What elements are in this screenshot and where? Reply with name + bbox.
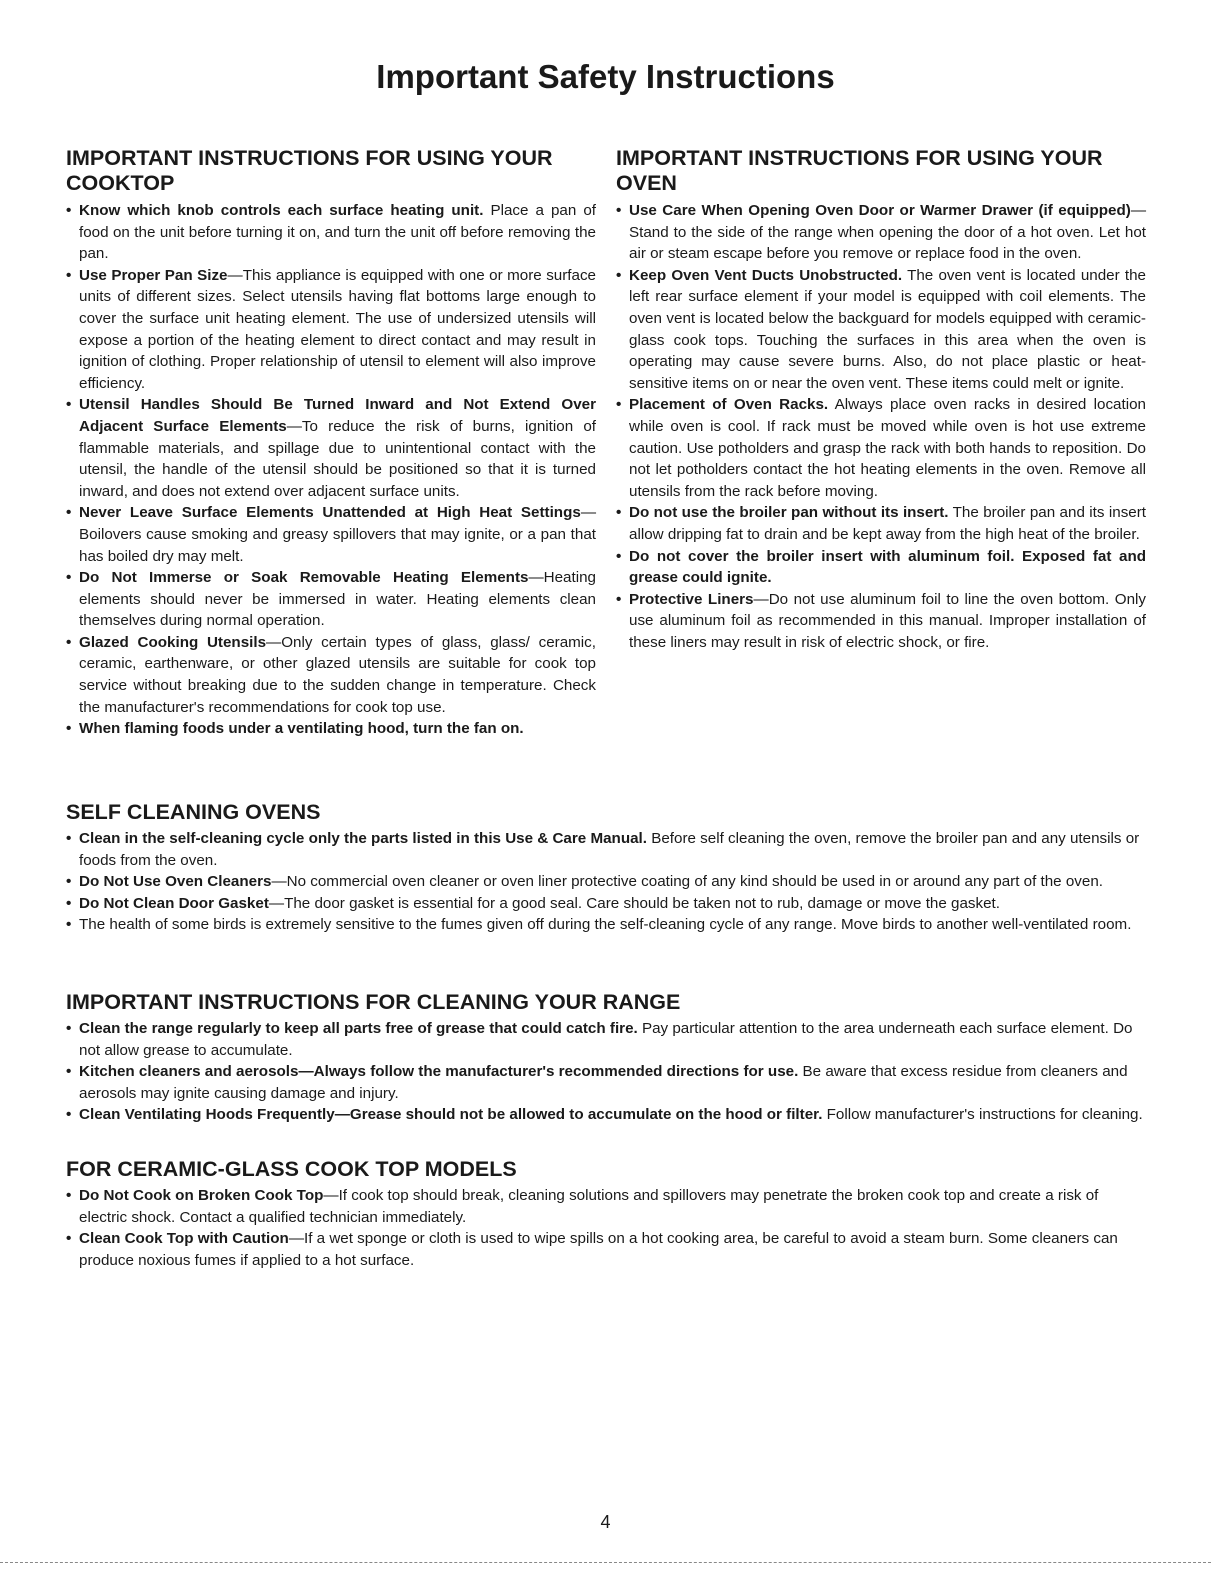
- item-text: —If cook top should break, cleaning solutions and spillovers may penetrate the broken cook top and create a risk of electric shock. Contact a qualified technician immediately.: [79, 1187, 1099, 1226]
- item-text: Pay particular attention to the area underneath each surface element. Do not allow grease to accumulate.: [79, 1020, 1133, 1059]
- item-lead: Clean the range regularly to keep all parts free of grease that could catch fire.: [79, 1020, 638, 1037]
- item-lead: Use Care When Opening Oven Door or Warmer Drawer (if equipped): [629, 202, 1131, 219]
- item-text: —No commercial oven cleaner or oven liner protective coating of any kind should be used in or around any part of the oven.: [271, 873, 1104, 891]
- list-item: [66, 1185, 1146, 1228]
- oven-section: [616, 146, 1146, 740]
- item-lead: Clean in the self-cleaning cycle only the parts listed in this Use & Care Manual.: [79, 830, 647, 847]
- list-item: [616, 200, 1146, 265]
- item-lead: Do Not Use Oven Cleaners: [79, 873, 272, 891]
- item-text: —The door gasket is essential for a good seal. Care should be taken not to rub, damage or move the gasket.: [268, 894, 1000, 912]
- item-text: Place a pan of food on the unit before turning it on, and turn the unit off before removing the pan.: [79, 202, 596, 263]
- page-number: 4: [600, 1512, 611, 1532]
- item-text: The health of some birds is extremely sensitive to the fumes given off during the self-cleaning cycle of any range. Move birds to another well-ventilated room.: [79, 916, 1132, 934]
- item-lead: Do Not Cook on Broken Cook Top: [79, 1187, 324, 1204]
- list-item: [66, 200, 596, 265]
- list-item: [616, 394, 1146, 502]
- item-lead: When flaming foods under a ventilating hood, turn the fan on.: [79, 720, 524, 738]
- ceramic-list: [66, 1185, 1146, 1271]
- item-lead: Protective Liners: [629, 590, 754, 608]
- item-lead: Clean Cook Top with Caution: [79, 1230, 289, 1248]
- self-cleaning-list: [66, 828, 1146, 936]
- list-item: [66, 1018, 1146, 1061]
- list-item: [66, 1228, 1146, 1271]
- list-item: [66, 871, 1146, 893]
- item-lead: Do Not Immerse or Soak Removable Heating Elements: [79, 569, 529, 587]
- list-item: [66, 828, 1146, 871]
- cooktop-heading: IMPORTANT INSTRUCTIONS FOR USING YOUR COOKTOP: [66, 146, 553, 195]
- cleaning-range-list: [66, 1018, 1146, 1126]
- page-title: Important Safety Instructions: [376, 58, 835, 95]
- item-text: The oven vent is located under the left rear surface element if your model is equipped with coil elements. The oven vent is located below the backguard for models equipped with ceramic-glass cook tops. Touching the surfaces in this area when the oven is operating may cause severe burns. Also, do not place plastic or heat-sensitive items on or near the oven vent. These items could melt or ignite.: [629, 266, 1146, 392]
- item-text: Follow manufacturer's instructions for cleaning.: [822, 1106, 1143, 1124]
- item-lead: Glazed Cooking Utensils: [79, 633, 267, 651]
- item-text: —Do not use aluminum foil to line the oven bottom. Only use aluminum foil as recommended in this manual. Improper installation of these liners may result in risk of electric shock, or fire.: [629, 590, 1146, 651]
- self-cleaning-section: [66, 800, 1146, 936]
- list-item: [66, 718, 596, 740]
- two-column-section: [66, 146, 1146, 740]
- ceramic-heading: FOR CERAMIC-GLASS COOK TOP MODELS: [66, 1157, 517, 1181]
- list-item: [66, 567, 596, 632]
- item-lead: Do Not Clean Door Gasket: [79, 894, 269, 912]
- item-lead: Utensil Handles Should Be Turned Inward and Not Extend Over Adjacent Surface Elements: [79, 396, 596, 435]
- list-item: [66, 914, 1146, 936]
- item-lead: Never Leave Surface Elements Unattended at High Heat Settings: [79, 504, 581, 522]
- item-lead: Know which knob controls each surface heating unit.: [79, 202, 484, 219]
- item-text: —To reduce the risk of burns, ignition of flammable materials, and spillage due to unintentional contact with the utensil, the handle of the utensil should be positioned so that it is turned inward, and does not extend over adjacent surface units.: [79, 417, 596, 500]
- oven-list: [616, 200, 1146, 653]
- list-item: [66, 502, 596, 567]
- list-item: [616, 546, 1146, 589]
- list-item: [66, 1061, 1146, 1104]
- list-item: [616, 265, 1146, 395]
- item-lead: Keep Oven Vent Ducts Unobstructed.: [629, 266, 903, 284]
- item-lead: Kitchen cleaners and aerosols—Always follow the manufacturer's recommended directions for use.: [79, 1063, 799, 1081]
- item-text: —If a wet sponge or cloth is used to wipe spills on a hot cooking area, be careful to avoid a steam burn. Some cleaners can produce noxious fumes if applied to a hot surface.: [79, 1230, 1118, 1269]
- item-text: Be aware that excess residue from cleaners and aerosols may ignite causing damage and injury.: [79, 1063, 1128, 1102]
- item-text: —Boilovers cause smoking and greasy spillovers that may ignite, or a pan that has boiled dry may melt.: [79, 504, 596, 565]
- item-text: —Stand to the side of the range when opening the door of a hot oven. Let hot air or steam escape before you remove or replace food in the oven.: [629, 202, 1146, 263]
- list-item: [66, 265, 596, 395]
- self-cleaning-heading: SELF CLEANING OVENS: [66, 800, 321, 824]
- list-item: [616, 502, 1146, 545]
- item-text: The broiler pan and its insert allow dripping fat to drain and be kept away from the high heat of the broiler.: [629, 504, 1147, 543]
- item-text: —Only certain types of glass, glass/ ceramic, ceramic, earthenware, or other glazed utensils are suitable for cook top service without breaking due to the sudden change in temperature. Check the manufacturer's recommendations for cook top use.: [79, 633, 596, 716]
- item-lead: Do not use the broiler pan without its insert.: [629, 504, 949, 522]
- cooktop-section: [66, 146, 596, 740]
- item-text: Always place oven racks in desired location while oven is cool. If rack must be moved while oven is hot use extreme caution. Use potholders and grasp the rack with both hands to reposition. Do not let potholders contact the hot heating elements in the oven. Remove all utensils from the rack before moving.: [629, 396, 1146, 500]
- list-item: [66, 632, 596, 718]
- cleaning-range-heading: IMPORTANT INSTRUCTIONS FOR CLEANING YOUR RANGE: [66, 990, 681, 1014]
- item-lead: Use Proper Pan Size: [79, 266, 228, 284]
- cleaning-range-section: [66, 990, 1146, 1126]
- cooktop-list: [66, 200, 596, 740]
- ceramic-section: [66, 1157, 1146, 1271]
- oven-heading: IMPORTANT INSTRUCTIONS FOR USING YOUR OVEN: [616, 146, 1103, 195]
- item-text: —This appliance is equipped with one or more surface units of different sizes. Select utensils having flat bottoms large enough to cover the surface unit heating element. The use of undersized utensils will expose a portion of the heating element to direct contact and may result in ignition of clothing. Proper relationship of utensil to element will also improve efficiency.: [79, 266, 597, 392]
- item-lead: Do not cover the broiler insert with aluminum foil. Exposed fat and grease could ignite.: [629, 547, 1146, 587]
- item-text: Before self cleaning the oven, remove the broiler pan and any utensils or foods from the oven.: [79, 830, 1140, 869]
- list-item: [66, 394, 596, 502]
- item-lead: Clean Ventilating Hoods Frequently—Grease should not be allowed to accumulate on the hood or filter.: [79, 1106, 823, 1124]
- item-text: —Heating elements should never be immersed in water. Heating elements clean themselves during normal operation.: [79, 569, 596, 630]
- list-item: [66, 893, 1146, 915]
- bottom-divider: [0, 1562, 1211, 1563]
- list-item: [616, 589, 1146, 654]
- item-lead: Placement of Oven Racks.: [629, 396, 829, 414]
- list-item: [66, 1104, 1146, 1126]
